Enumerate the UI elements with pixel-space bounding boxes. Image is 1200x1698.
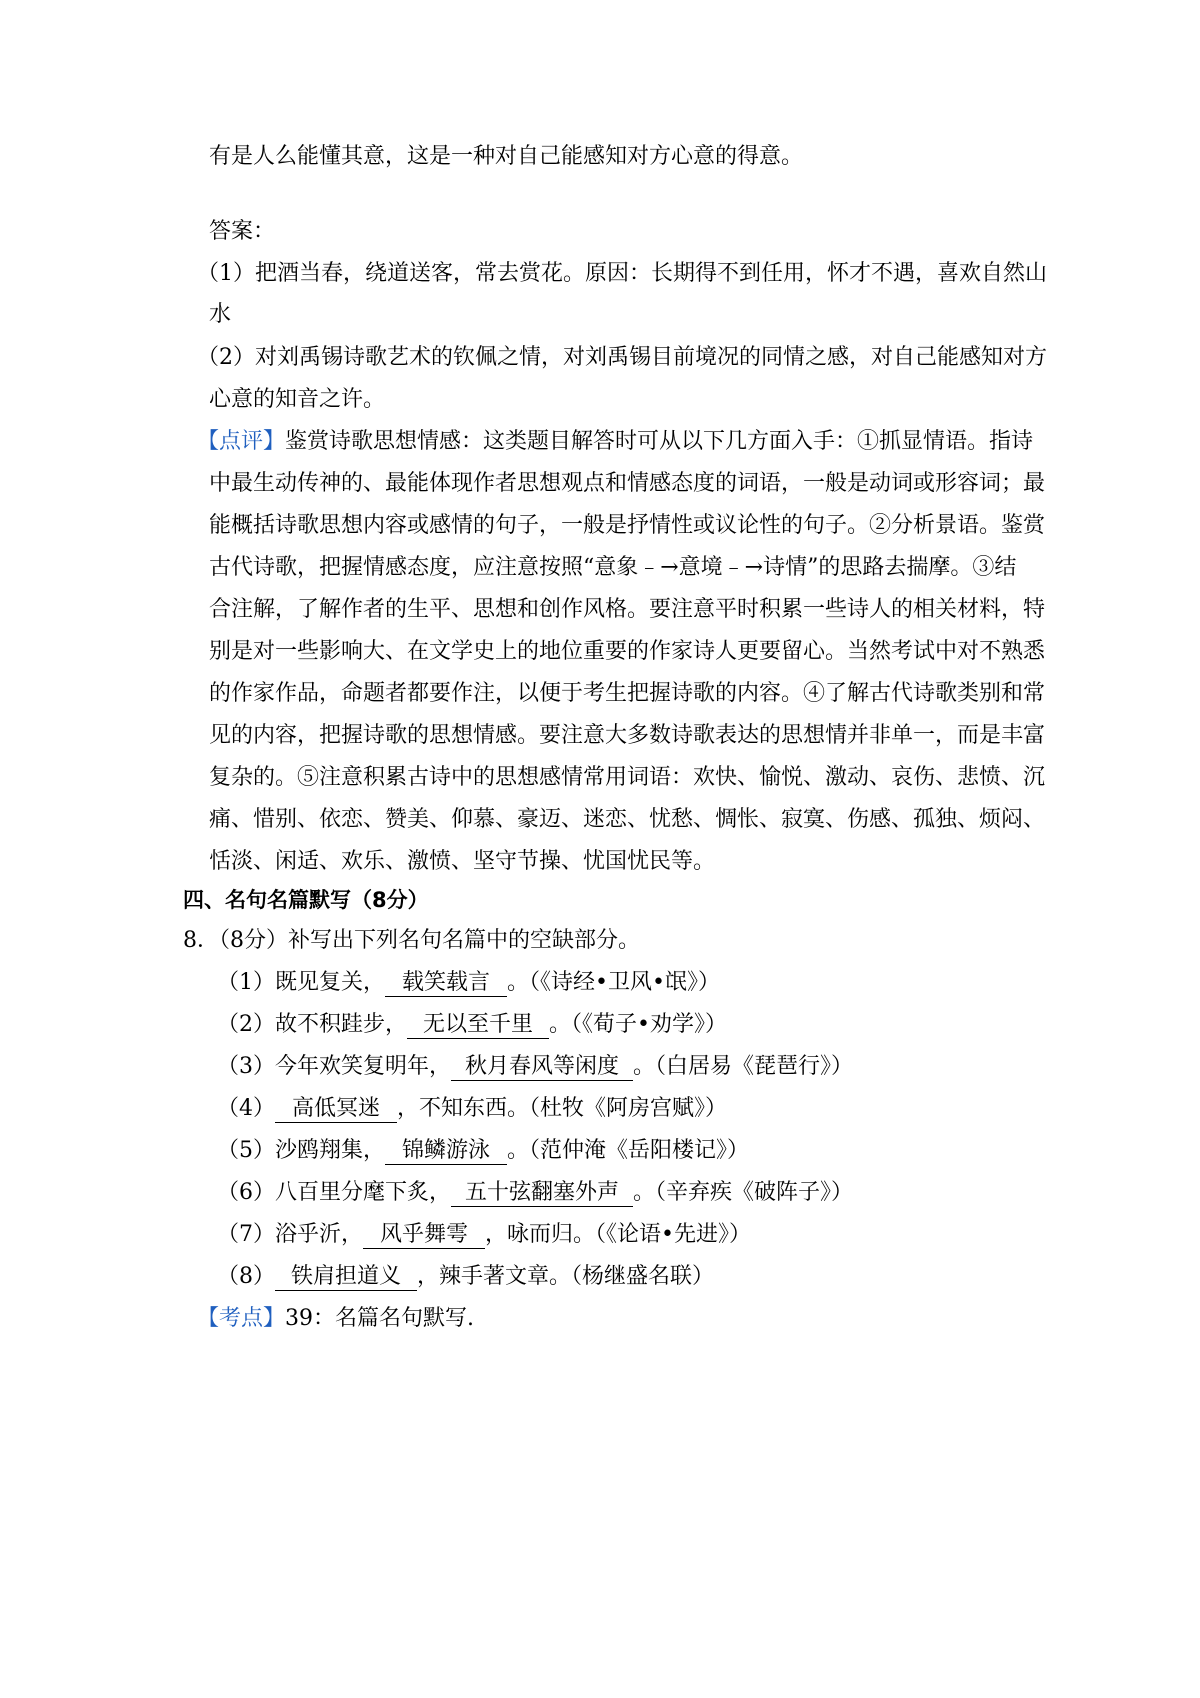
comment-line: 【点评】鉴赏诗歌思想情感：这类题目解答时可从以下几方面入手：①抓显情语。指诗 [197, 429, 1034, 454]
fill-item: （8） 铁肩担道义 ，辣手著文章。（杨继盛名联） [217, 1264, 715, 1289]
answer-blank: 锦鳞游泳 [385, 1138, 507, 1165]
answer-1-line-2: 水 [209, 302, 232, 327]
comment-line: 的作家作品，命题者都要作注，以便于考生把握诗歌的内容。④了解古代诗歌类别和常 [209, 681, 1046, 706]
comment-line: 中最生动传神的、最能体现作者思想观点和情感态度的词语，一般是动词或形容词；最 [209, 471, 1046, 496]
comment-line: 别是对一些影响大、在文学史上的地位重要的作家诗人更要留心。当然考试中对不熟悉 [209, 639, 1046, 664]
comment-line: 痛、惜别、依恋、赞美、仰慕、豪迈、迷恋、忧愁、惆怅、寂寞、伤感、孤独、烦闷、 [209, 807, 1046, 832]
kaodian-tag: 【考点】 [197, 1306, 286, 1331]
fill-item: （1）既见复关， 载笑载言 。（《诗经•卫风•氓》） [217, 970, 720, 995]
kaodian-text: 39：名篇名句默写. [285, 1306, 475, 1331]
answer-blank: 铁肩担道义 [275, 1264, 417, 1291]
answer-blank: 载笑载言 [385, 970, 507, 997]
comment-line: 见的内容，把握诗歌的思想情感。要注意大多数诗歌表达的思想情并非单一，而是丰富 [209, 723, 1046, 748]
comment-line: 能概括诗歌思想内容或感情的句子，一般是抒情性或议论性的句子。②分析景语。鉴赏 [209, 513, 1046, 538]
fill-item: （3）今年欢笑复明年， 秋月春风等闲度 。（白居易《琵琶行》） [217, 1054, 854, 1079]
section-title: 四、名句名篇默写（8分） [183, 888, 429, 912]
comment-line: 恬淡、闲适、欢乐、激愤、坚守节操、忧国忧民等。 [209, 849, 716, 874]
comment-line: 古代诗歌，把握情感态度，应注意按照“意象﹣→意境﹣→诗情”的思路去揣摩。③结 [209, 555, 1017, 580]
answer-label: 答案： [209, 219, 276, 244]
fill-item: （5）沙鸥翔集， 锦鳞游泳 。（范仲淹《岳阳楼记》） [217, 1138, 750, 1163]
answer-1-line-1: （1）把酒当春，绕道送客，常去赏花。原因：长期得不到任用，怀才不遇，喜欢自然山 [197, 261, 1047, 286]
answer-blank: 无以至千里 [407, 1012, 549, 1039]
fill-item: （2）故不积跬步， 无以至千里 。（《荀子•劝学》） [217, 1012, 727, 1037]
answer-blank: 五十弦翻塞外声 [451, 1180, 633, 1207]
answer-2-line-2: 心意的知音之许。 [209, 387, 386, 412]
question-stem: 8．（8分）补写出下列名句名篇中的空缺部分。 [183, 928, 640, 953]
kaodian-line [197, 1304, 474, 1334]
fill-item: （6）八百里分麾下炙， 五十弦翻塞外声 。（辛弃疾《破阵子》） [217, 1180, 854, 1205]
fill-item: （4） 高低冥迷 ，不知东西。（杜牧《阿房宫赋》） [217, 1096, 728, 1121]
comment-line: 复杂的。⑤注意积累古诗中的思想感情常用词语：欢快、愉悦、激动、哀伤、悲愤、沉 [209, 765, 1046, 790]
answer-blank: 秋月春风等闲度 [451, 1054, 633, 1081]
answer-2-line-1: （2）对刘禹锡诗歌艺术的钦佩之情，对刘禹锡目前境况的同情之感，对自己能感知对方 [197, 345, 1047, 370]
answer-blank: 风乎舞雩 [363, 1222, 485, 1249]
intro-line: 有是人么能懂其意，这是一种对自己能感知对方心意的得意。 [209, 144, 804, 169]
fill-item: （7）浴乎沂， 风乎舞雩 ，咏而归。（《论语•先进》） [217, 1222, 751, 1247]
answer-blank: 高低冥迷 [275, 1096, 397, 1123]
comment-tag: 【点评】 [197, 429, 286, 454]
comment-line: 合注解，了解作者的生平、思想和创作风格。要注意平时积累一些诗人的相关材料，特 [209, 597, 1046, 622]
